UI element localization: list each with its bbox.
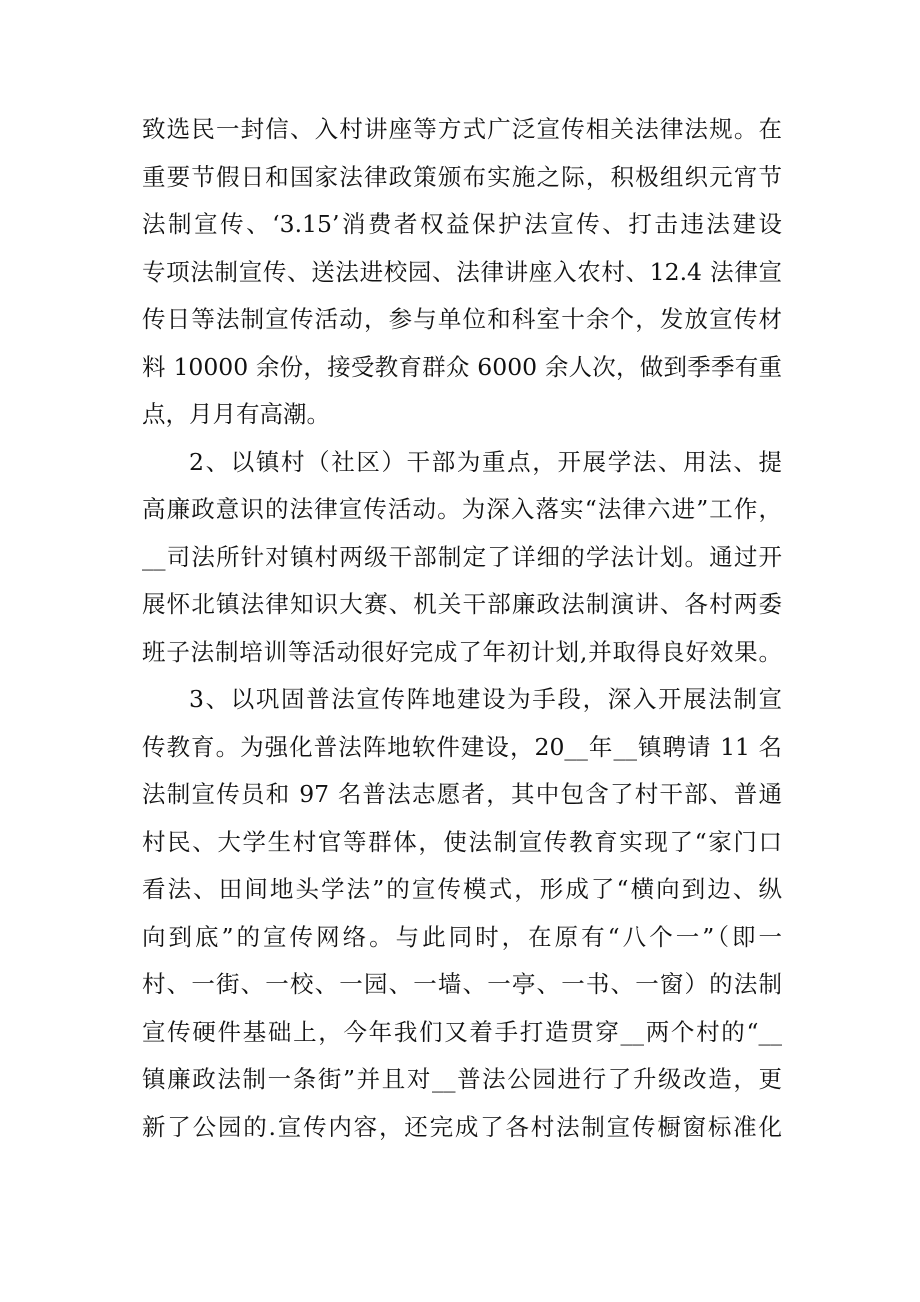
text-line: __司法所针对镇村两级干部制定了详细的学法计划。通过开: [142, 542, 782, 571]
paragraph-1: [142, 106, 782, 439]
text-line: 村、一街、一校、一园、一墙、一亭、一书、一窗）的法制: [142, 970, 782, 998]
text-line: 法制宣传员和 97 名普法志愿者，其中包含了村干部、普通: [142, 780, 782, 808]
text-line: 镇廉政法制一条街”并且对__普法公园进行了升级改造，更: [142, 1065, 782, 1093]
paragraph-2: [142, 439, 782, 677]
text-line: 看法、田间地头学法”的宣传模式，形成了“横向到边、纵: [142, 875, 782, 903]
document-page: [142, 106, 782, 1151]
text-line: 2、以镇村（社区）干部为重点，开展学法、用法、提: [189, 447, 782, 476]
text-line: 重要节假日和国家法律政策颁布实施之际，积极组织元宵节: [142, 162, 782, 191]
text-line: 点，月月有高潮。: [142, 400, 330, 428]
text-line: 宣传硬件基础上，今年我们又着手打造贯穿__两个村的“__: [142, 1017, 782, 1046]
text-line: 料 10000 余份，接受教育群众 6000 余人次，做到季季有重: [142, 352, 782, 381]
text-line: 村民、大学生村官等群体，使法制宣传教育实现了“家门口: [142, 827, 782, 856]
text-line: 法制宣传、‘3.15’消费者权益保护法宣传、打击违法建设: [142, 210, 782, 238]
text-line: 高廉政意识的法律宣传活动。为深入落实“法律六进”工作，: [142, 495, 782, 523]
paragraph-3: [142, 676, 782, 1151]
text-line: 专项法制宣传、送法进校园、法律讲座入农村、12.4 法律宣: [142, 257, 782, 286]
text-line: 班子法制培训等活动很好完成了年初计划,并取得良好效果。: [142, 637, 782, 666]
text-line: 3、以巩固普法宣传阵地建设为手段，深入开展法制宣: [189, 685, 782, 713]
text-line: 致选民一封信、入村讲座等方式广泛宣传相关法律法规。在: [142, 115, 782, 143]
text-line: 传教育。为强化普法阵地软件建设，20__年__镇聘请 11 名: [142, 732, 782, 761]
text-line: 展怀北镇法律知识大赛、机关干部廉政法制演讲、各村两委: [142, 590, 782, 618]
text-line: 新了公园的.宣传内容，还完成了各村法制宣传橱窗标准化: [142, 1112, 782, 1141]
text-line: 传日等法制宣传活动，参与单位和科室十余个，发放宣传材: [142, 305, 782, 333]
text-line: 向到底”的宣传网络。与此同时，在原有“八个一”（即一: [142, 922, 782, 951]
